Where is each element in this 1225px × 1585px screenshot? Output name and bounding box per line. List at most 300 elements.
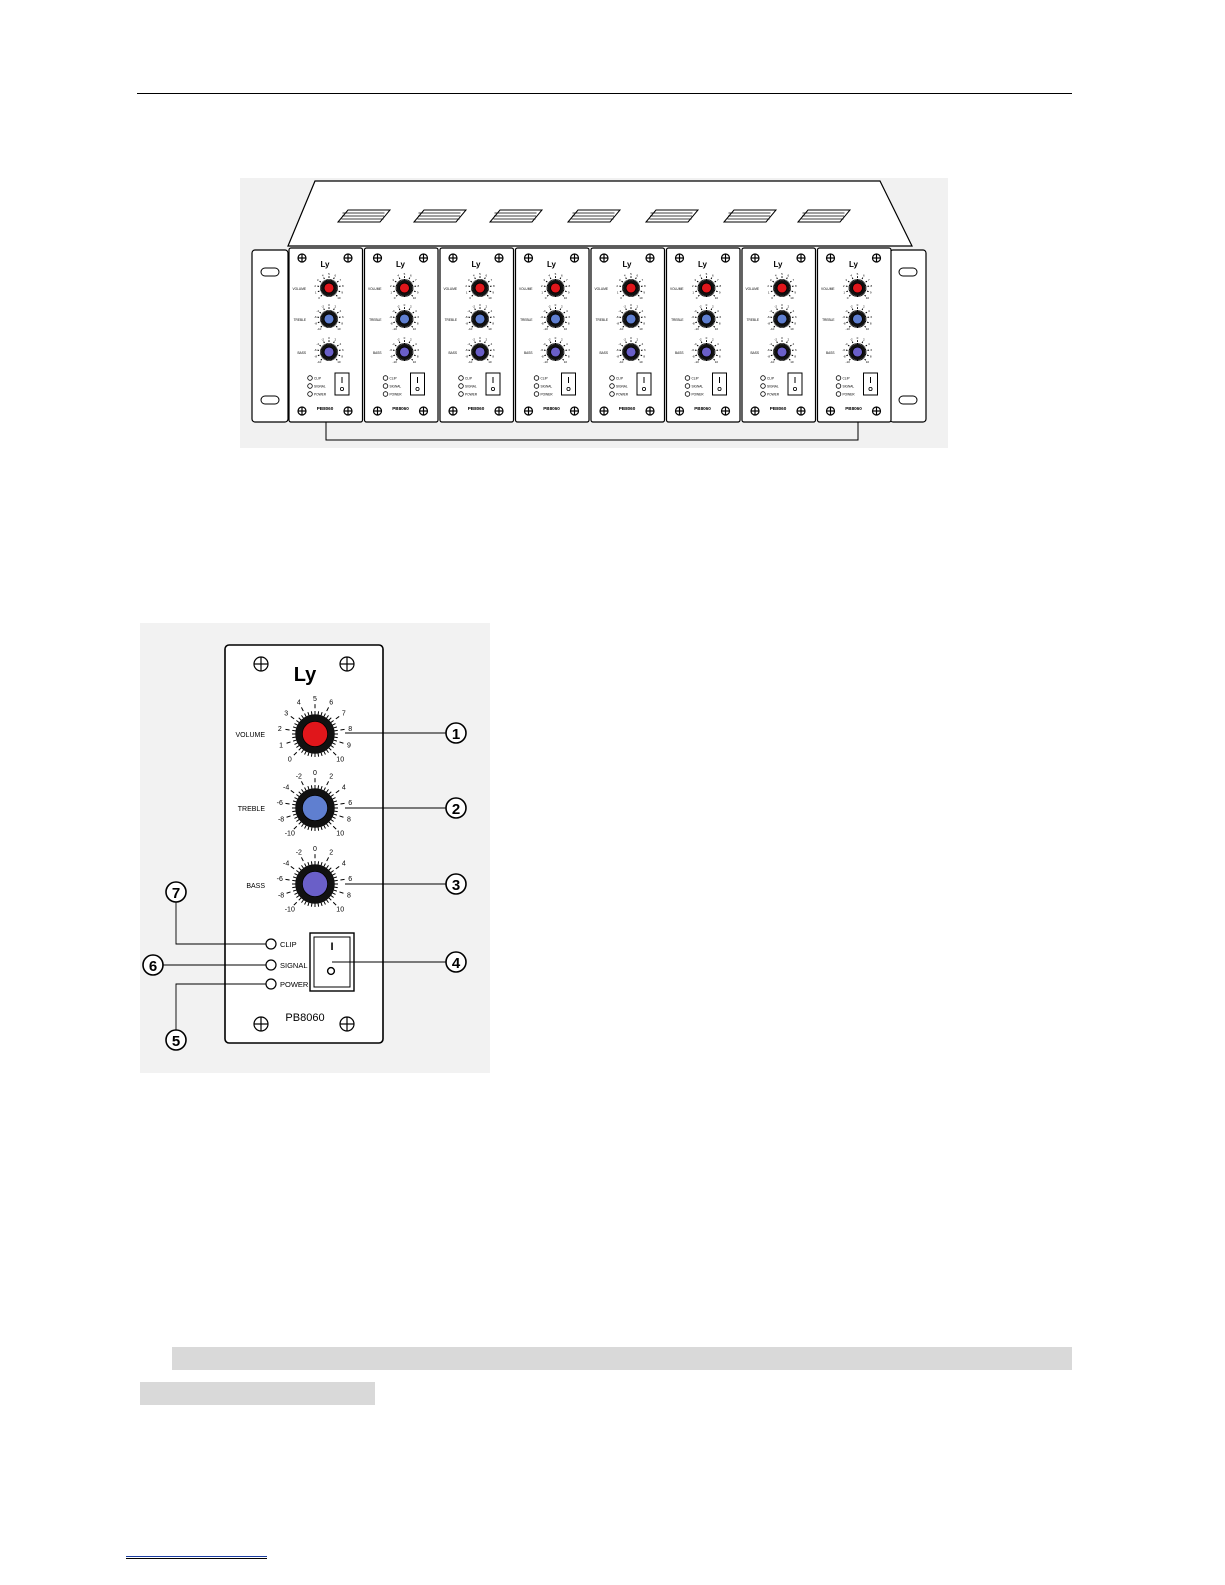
scale-label: 8 xyxy=(417,283,420,288)
scale-label: 6 xyxy=(348,875,353,883)
callout-number: 7 xyxy=(171,885,181,902)
model-label: PB8060 xyxy=(769,406,787,411)
screw-icon xyxy=(449,407,457,415)
callout-3 xyxy=(446,874,466,894)
scale-label: -2 xyxy=(396,337,400,342)
scale-label: 3 xyxy=(694,277,697,282)
scale-label: 2 xyxy=(787,337,790,342)
led-label: SIGNAL xyxy=(691,384,704,389)
scale-label: 4 xyxy=(850,273,853,278)
scale-label: 1 xyxy=(314,290,317,295)
scale-label: 6 xyxy=(417,347,420,352)
led-label: POWER xyxy=(314,392,327,397)
scale-label: -2 xyxy=(623,304,627,309)
led-indicator xyxy=(459,392,464,397)
scale-label: -8 xyxy=(540,354,544,359)
scale-label: -4 xyxy=(769,308,773,313)
scale-label: -2 xyxy=(698,337,702,342)
screw-icon xyxy=(722,254,730,262)
led-indicator xyxy=(308,384,313,389)
scale-label: -6 xyxy=(842,347,846,352)
scale-label: -8 xyxy=(691,354,695,359)
scale-label: 2 xyxy=(409,337,412,342)
scale-label: 0 xyxy=(620,295,622,300)
scale-label: 2 xyxy=(711,337,714,342)
scale-label: 8 xyxy=(416,321,419,326)
screw-icon xyxy=(676,254,684,262)
scale-label: 4 xyxy=(296,699,301,707)
model-label: PB8060 xyxy=(285,1012,325,1024)
screw-bottom-right-icon xyxy=(340,1017,354,1031)
led-indicator xyxy=(836,392,841,397)
scale-label: 4 xyxy=(699,273,702,278)
screw-icon xyxy=(873,407,881,415)
scale-label: 4 xyxy=(414,308,417,313)
scale-label: 6 xyxy=(636,273,639,278)
scale-label: 7 xyxy=(339,277,342,282)
scale-label: -4 xyxy=(283,784,290,792)
led-indicator xyxy=(308,392,313,397)
treble-label: TREBLE xyxy=(293,318,306,322)
scale-label: 2 xyxy=(334,337,337,342)
scale-label: -2 xyxy=(547,304,551,309)
led-indicator xyxy=(761,376,766,381)
led-label: CLIP xyxy=(691,376,699,381)
scale-label: 9 xyxy=(869,290,872,295)
scale-label: -4 xyxy=(391,308,395,313)
scale-label: 6 xyxy=(719,347,722,352)
scale-label: 6 xyxy=(870,314,873,319)
volume-label: VOLUME xyxy=(368,287,382,291)
footer-rule-thin xyxy=(126,1558,267,1559)
scale-label: 4 xyxy=(414,341,417,346)
screw-icon xyxy=(495,407,503,415)
treble-label: TREBLE xyxy=(746,318,759,322)
screw-icon xyxy=(344,407,352,415)
rack-ear-right xyxy=(890,250,926,422)
scale-label: 8 xyxy=(348,725,353,733)
brand-logo: Ly xyxy=(471,260,481,269)
led-label: SIGNAL xyxy=(389,384,402,389)
scale-label: 0 xyxy=(630,303,632,308)
scale-label: -2 xyxy=(547,337,551,342)
scale-label: 3 xyxy=(284,710,289,718)
scale-label: -10 xyxy=(316,359,322,364)
scale-label: 6 xyxy=(643,347,646,352)
scale-label: 10 xyxy=(865,326,870,331)
scale-label: 6 xyxy=(643,314,646,319)
scale-label: 7 xyxy=(716,277,719,282)
scale-label: 0 xyxy=(403,303,406,308)
scale-label: 9 xyxy=(416,290,419,295)
treble-label: TREBLE xyxy=(520,318,533,322)
scale-label: -6 xyxy=(766,314,770,319)
screw-icon xyxy=(600,407,608,415)
scale-label: -4 xyxy=(693,341,697,346)
scale-label: 6 xyxy=(862,273,865,278)
led-indicator xyxy=(610,384,615,389)
scale-label: -6 xyxy=(842,314,846,319)
rack-module xyxy=(591,248,665,422)
scale-label: 7 xyxy=(867,277,870,282)
scale-label: 4 xyxy=(867,341,870,346)
scale-label: 9 xyxy=(492,290,495,295)
brand-logo: Ly xyxy=(320,260,330,269)
scale-label: 6 xyxy=(794,314,797,319)
scale-label: -2 xyxy=(472,304,476,309)
screw-icon xyxy=(827,254,835,262)
scale-label: -6 xyxy=(313,314,317,319)
scale-label: 9 xyxy=(643,290,646,295)
scale-label: 5 xyxy=(328,272,330,277)
led-indicator xyxy=(534,384,539,389)
led-label: SIGNAL xyxy=(842,384,855,389)
model-label: PB8060 xyxy=(316,406,334,411)
scale-label: 4 xyxy=(867,308,870,313)
scale-label: -8 xyxy=(314,354,318,359)
scale-label: 1 xyxy=(692,290,695,295)
scale-label: 10 xyxy=(639,295,643,300)
scale-label: -10 xyxy=(618,326,624,331)
scale-label: -10 xyxy=(284,830,295,838)
scale-label: 4 xyxy=(792,308,795,313)
scale-label: 6 xyxy=(341,314,344,319)
led-indicator xyxy=(459,376,464,381)
scale-label: 0 xyxy=(393,295,396,300)
scale-label: 1 xyxy=(390,290,393,295)
scale-label: 7 xyxy=(341,710,346,718)
scale-label: 3 xyxy=(845,277,848,282)
scale-label: -4 xyxy=(844,341,848,346)
bass-label: BASS xyxy=(523,351,533,355)
scale-label: 10 xyxy=(336,830,345,838)
scale-label: -4 xyxy=(467,308,471,313)
scale-label: -6 xyxy=(691,347,695,352)
scale-label: 6 xyxy=(787,273,790,278)
screw-icon xyxy=(298,254,306,262)
volume-label: VOLUME xyxy=(745,287,759,291)
scale-label: 7 xyxy=(641,277,644,282)
scale-label: -6 xyxy=(540,314,544,319)
scale-label: 10 xyxy=(337,359,341,364)
power-switch xyxy=(335,373,349,395)
scale-label: 6 xyxy=(568,314,571,319)
scale-label: 8 xyxy=(718,354,721,359)
scale-label: 1 xyxy=(843,290,846,295)
scale-label: -10 xyxy=(845,359,850,364)
led-indicator xyxy=(761,392,766,397)
bass-label: BASS xyxy=(372,351,382,355)
led-power-indicator xyxy=(266,979,276,989)
scale-label: -10 xyxy=(845,326,850,331)
scale-label: 10 xyxy=(714,295,719,300)
scale-label: -4 xyxy=(316,341,320,346)
scale-label: 6 xyxy=(719,314,722,319)
callout-6 xyxy=(143,955,163,975)
screw-icon xyxy=(797,407,805,415)
scale-label: 8 xyxy=(794,321,797,326)
scale-label: 10 xyxy=(639,326,643,331)
volume-label: VOLUME xyxy=(821,287,835,291)
power-switch xyxy=(713,373,727,395)
screw-icon xyxy=(827,407,835,415)
scale-label: 10 xyxy=(412,359,417,364)
scale-label: 0 xyxy=(318,295,320,300)
scale-label: 6 xyxy=(492,347,495,352)
scale-label: -8 xyxy=(389,354,393,359)
model-label: PB8060 xyxy=(467,406,485,411)
highlight-bar-line2 xyxy=(140,1382,375,1405)
scale-label: 4 xyxy=(641,308,644,313)
scale-label: -8 xyxy=(842,321,846,326)
scale-label: 0 xyxy=(705,336,708,341)
scale-label: -8 xyxy=(314,321,318,326)
rack-ear-left xyxy=(252,250,288,422)
scale-label: 2 xyxy=(465,283,468,288)
led-indicator xyxy=(534,376,539,381)
scale-label: 10 xyxy=(412,295,417,300)
treble-label: TREBLE xyxy=(671,318,684,322)
screw-icon xyxy=(797,254,805,262)
scale-label: 4 xyxy=(397,273,400,278)
scale-label: 6 xyxy=(794,347,797,352)
scale-label: 7 xyxy=(414,277,417,282)
scale-label: 0 xyxy=(781,303,783,308)
scale-label: 0 xyxy=(479,303,481,308)
scale-label: 8 xyxy=(346,816,351,824)
scale-label: -2 xyxy=(321,304,325,309)
scale-label: 8 xyxy=(718,321,721,326)
scale-label: -10 xyxy=(392,326,397,331)
screw-icon xyxy=(525,407,533,415)
screw-icon xyxy=(646,407,654,415)
scale-label: 8 xyxy=(794,283,797,288)
screw-icon xyxy=(722,407,730,415)
scale-label: -6 xyxy=(276,799,283,807)
scale-label: -4 xyxy=(618,308,622,313)
volume-label: VOLUME xyxy=(519,287,533,291)
scale-label: -8 xyxy=(277,816,285,824)
led-label: SIGNAL xyxy=(540,384,553,389)
scale-label: -8 xyxy=(277,892,285,900)
scale-label: 2 xyxy=(540,283,543,288)
scale-label: -2 xyxy=(774,337,778,342)
scale-label: -10 xyxy=(618,359,624,364)
callout-4 xyxy=(446,952,466,972)
scale-label: 5 xyxy=(705,272,708,277)
scale-label: 10 xyxy=(639,359,643,364)
scale-label: 2 xyxy=(334,304,337,309)
scale-label: 0 xyxy=(313,845,317,853)
led-indicator xyxy=(685,376,690,381)
scale-label: -4 xyxy=(542,308,546,313)
scale-label: 4 xyxy=(341,784,346,792)
model-label: PB8060 xyxy=(543,406,560,411)
scale-label: 4 xyxy=(548,273,551,278)
scale-label: 4 xyxy=(490,341,493,346)
scale-label: 1 xyxy=(279,742,284,750)
led-label: POWER xyxy=(691,392,704,397)
led-label: POWER xyxy=(842,392,855,397)
brand-logo: Ly xyxy=(622,260,632,269)
bass-label: BASS xyxy=(750,351,759,355)
scale-label: 1 xyxy=(465,290,468,295)
scale-label: 8 xyxy=(567,321,570,326)
header-rule xyxy=(137,93,1072,94)
led-label: CLIP xyxy=(540,376,548,381)
scale-label: 1 xyxy=(616,290,619,295)
scale-label: 10 xyxy=(488,326,492,331)
callout-5 xyxy=(166,1030,186,1050)
scale-label: -10 xyxy=(543,359,548,364)
scale-label: -6 xyxy=(313,347,317,352)
scale-label: 2 xyxy=(560,337,563,342)
scale-label: 4 xyxy=(641,341,644,346)
scale-label: 2 xyxy=(862,337,865,342)
scale-label: 3 xyxy=(467,277,470,282)
scale-label: 6 xyxy=(568,347,571,352)
scale-label: 10 xyxy=(714,326,719,331)
model-label: PB8060 xyxy=(845,406,862,411)
screw-icon xyxy=(600,254,608,262)
power-switch xyxy=(637,373,651,395)
led-indicator xyxy=(836,384,841,389)
screw-icon xyxy=(298,407,306,415)
led-indicator xyxy=(761,384,766,389)
led-label: POWER xyxy=(767,392,780,397)
scale-label: 10 xyxy=(412,326,417,331)
scale-label: 6 xyxy=(492,314,495,319)
scale-label: 8 xyxy=(492,283,495,288)
volume-label: VOLUME xyxy=(443,287,457,291)
scale-label: -8 xyxy=(540,321,544,326)
scale-label: 8 xyxy=(869,321,872,326)
callout-number: 3 xyxy=(451,877,461,894)
scale-label: 6 xyxy=(341,347,344,352)
screw-icon xyxy=(344,254,352,262)
model-label: PB8060 xyxy=(694,406,711,411)
scale-label: -10 xyxy=(284,906,295,914)
treble-label: TREBLE xyxy=(444,318,457,322)
led-label: SIGNAL xyxy=(616,384,628,389)
scale-label: 3 xyxy=(392,277,395,282)
model-label: PB8060 xyxy=(618,406,636,411)
scale-label: 8 xyxy=(341,283,344,288)
scale-label: 6 xyxy=(348,799,353,807)
brand-logo: Ly xyxy=(546,260,557,269)
treble-label: TREBLE xyxy=(822,318,835,322)
scale-label: 5 xyxy=(856,272,859,277)
scale-label: 0 xyxy=(554,336,557,341)
scale-label: 0 xyxy=(544,295,547,300)
scale-label: 5 xyxy=(554,272,557,277)
led-indicator xyxy=(836,376,841,381)
scale-label: -10 xyxy=(316,326,322,331)
scale-label: 8 xyxy=(869,354,872,359)
scale-label: 8 xyxy=(567,354,570,359)
led-label: CLIP xyxy=(767,376,775,381)
scale-label: 6 xyxy=(417,314,420,319)
scale-label: 8 xyxy=(643,354,646,359)
scale-label: 0 xyxy=(856,303,859,308)
scale-label: 0 xyxy=(781,336,783,341)
rack-module xyxy=(440,248,514,422)
brand-logo: Ly xyxy=(848,260,859,269)
scale-label: -2 xyxy=(698,304,702,309)
led-label: POWER xyxy=(465,392,478,397)
callout-number: 2 xyxy=(451,801,461,818)
scale-label: 6 xyxy=(409,273,412,278)
volume-label: VOLUME xyxy=(235,732,265,739)
scale-label: 5 xyxy=(479,272,481,277)
scale-label: 4 xyxy=(490,308,493,313)
screw-icon xyxy=(751,407,759,415)
screw-icon xyxy=(525,254,533,262)
callout-number: 4 xyxy=(451,955,461,972)
scale-label: -8 xyxy=(616,321,620,326)
bass-label: BASS xyxy=(246,883,265,890)
scale-label: -4 xyxy=(467,341,471,346)
screw-icon xyxy=(571,407,579,415)
scale-label: 3 xyxy=(769,277,772,282)
callout-7 xyxy=(166,882,186,902)
rack-module xyxy=(742,248,816,422)
footer-rule xyxy=(126,1556,267,1557)
led-label: CLIP xyxy=(389,376,397,381)
led-signal-indicator xyxy=(266,960,276,970)
screw-icon xyxy=(751,254,759,262)
power-switch xyxy=(788,373,802,395)
led-power-label: POWER xyxy=(280,980,309,989)
scale-label: -6 xyxy=(766,347,770,352)
led-signal-label: SIGNAL xyxy=(280,961,308,970)
rack-illustration xyxy=(240,178,948,448)
power-switch xyxy=(486,373,500,395)
scale-label: -10 xyxy=(769,326,775,331)
scale-label: 4 xyxy=(341,860,346,868)
led-indicator xyxy=(383,376,388,381)
power-switch xyxy=(562,373,576,395)
led-indicator xyxy=(383,384,388,389)
scale-label: 2 xyxy=(329,849,334,857)
screw-icon xyxy=(571,254,579,262)
switch-on-label: I xyxy=(330,941,334,953)
scale-label: 0 xyxy=(403,336,406,341)
scale-label: 3 xyxy=(316,277,319,282)
scale-label: 0 xyxy=(328,336,330,341)
scale-label: 5 xyxy=(403,272,406,277)
scale-label: 10 xyxy=(336,906,345,914)
scale-label: -6 xyxy=(540,347,544,352)
scale-label: 8 xyxy=(643,283,646,288)
screw-icon xyxy=(374,407,382,415)
scale-label: -6 xyxy=(691,314,695,319)
scale-label: 10 xyxy=(790,326,794,331)
scale-label: -10 xyxy=(467,359,473,364)
scale-label: 1 xyxy=(541,290,544,295)
scale-label: 10 xyxy=(790,295,794,300)
treble-label: TREBLE xyxy=(369,318,382,322)
led-clip-label: CLIP xyxy=(280,940,297,949)
led-indicator xyxy=(383,392,388,397)
scale-label: -6 xyxy=(276,875,283,883)
scale-label: -8 xyxy=(767,321,771,326)
screw-icon xyxy=(374,254,382,262)
scale-label: 10 xyxy=(336,756,345,764)
scale-label: 10 xyxy=(563,326,568,331)
scale-label: 8 xyxy=(341,354,344,359)
scale-label: -4 xyxy=(618,341,622,346)
